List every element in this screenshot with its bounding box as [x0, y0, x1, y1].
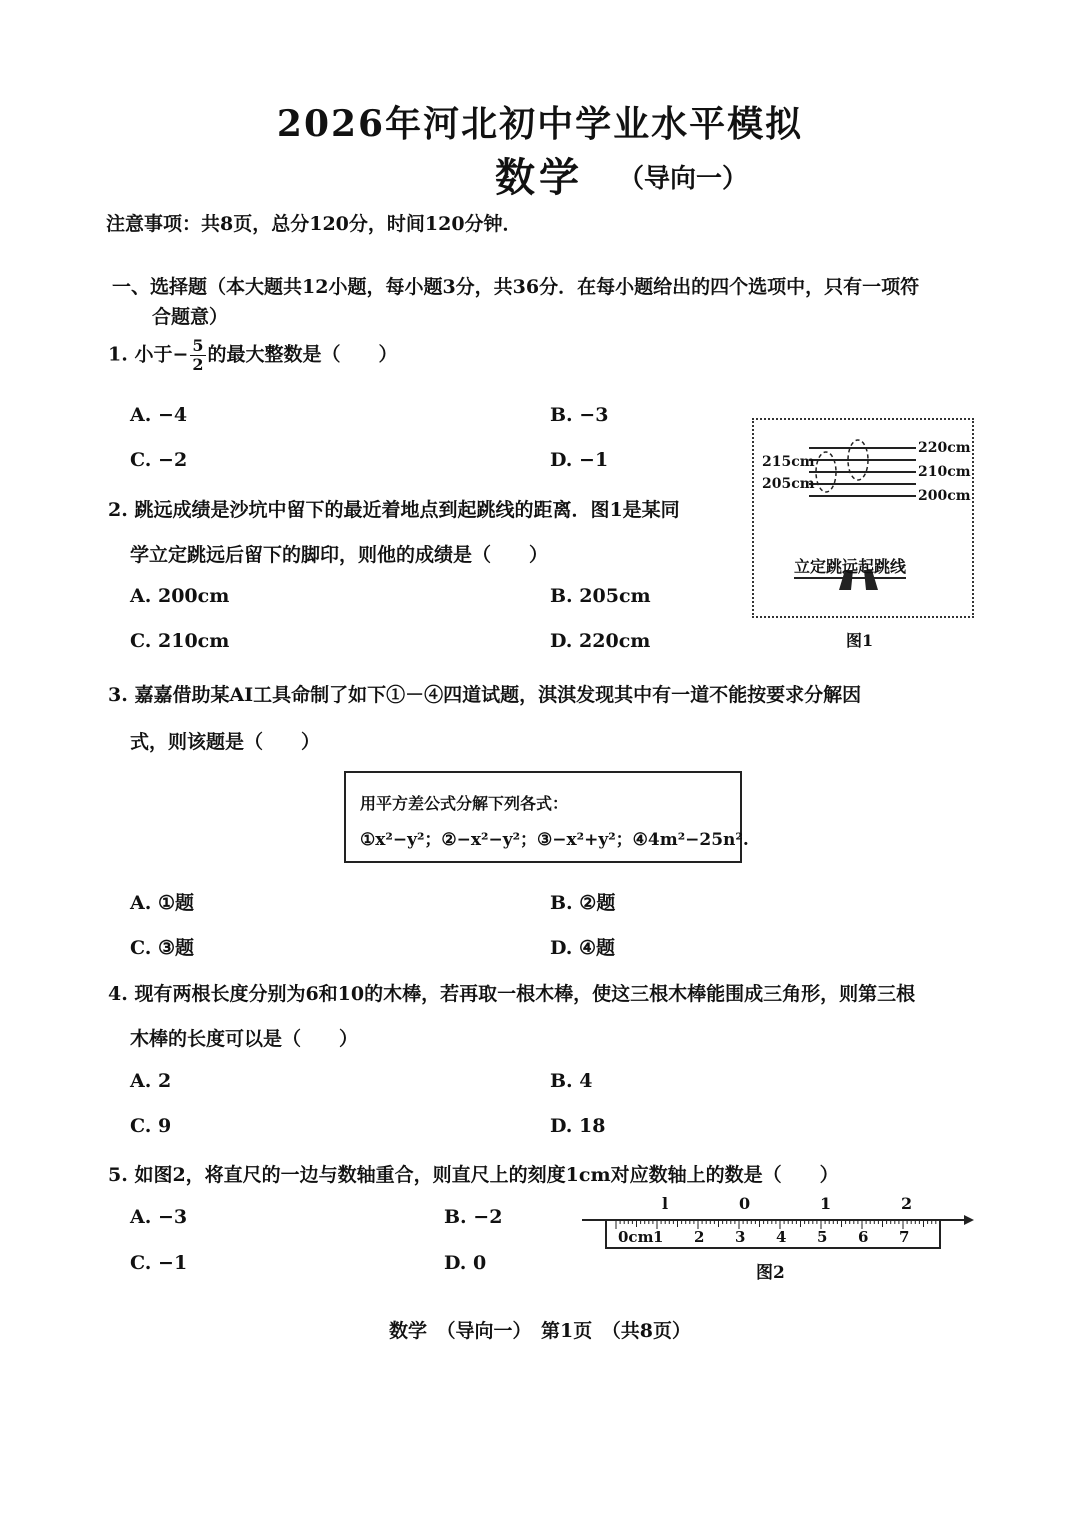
subject-title: 数学 [495, 154, 583, 201]
q1-frac-num: 5 [192, 336, 204, 355]
q1-frac-den: 2 [192, 355, 204, 374]
question-1 [108, 337, 398, 374]
q2-option-c[interactable]: C. 210cm [130, 630, 230, 652]
question-3-line2: 式，则该题是（ ） [130, 731, 321, 753]
q3-option-d[interactable]: D. ④题 [550, 937, 616, 959]
notice: 注意事项：共8页，总分120分，时间120分钟． [106, 213, 522, 235]
axis-label: 2 [901, 1194, 913, 1213]
q3-box-items: ①x²−y²；②−x²−y²；③−x²+y²；④4m²−25n². [360, 830, 749, 850]
q3-problem-box [344, 771, 749, 863]
q2-option-a[interactable]: A. 200cm [130, 585, 230, 607]
section1-heading: 一、选择题（本大题共12小题，每小题3分，共36分．在每小题给出的四个选项中，只有一项符 [112, 276, 920, 298]
axis-label: 1 [820, 1194, 832, 1213]
q4-option-a[interactable]: A. 2 [130, 1070, 172, 1092]
variant-label: （导向一） [618, 164, 749, 194]
figure-1 [752, 418, 974, 618]
q5-option-b[interactable]: B. −2 [444, 1206, 503, 1228]
fig1-label-210: 210cm [918, 464, 971, 480]
fig1-start-line-label: 立定跳远起跳线 [794, 554, 906, 579]
axis-label: 0 [739, 1194, 751, 1213]
question-4-line1: 4. 现有两根长度分别为6和10的木棒，若再取一根木棒，使这三根木棒能围成三角形，则第三根 [108, 983, 916, 1005]
ruler-label: 5 [817, 1228, 828, 1246]
q1-option-a[interactable]: A. −4 [130, 404, 188, 426]
q4-option-b[interactable]: B. 4 [550, 1070, 593, 1092]
q1-suffix: 的最大整数是（ ） [207, 343, 398, 366]
q1-fraction [190, 337, 205, 374]
axis-arrow-icon [964, 1215, 974, 1225]
question-3-line1: 3. 嘉嘉借助某AI工具命制了如下①－④四道试题，淇淇发现其中有一道不能按要求分解因 [108, 684, 862, 706]
q2-option-d[interactable]: D. 220cm [550, 630, 651, 652]
ruler-label: 7 [899, 1228, 910, 1246]
q4-option-d[interactable]: D. 18 [550, 1115, 606, 1137]
figure-2-caption: 图2 [756, 1263, 785, 1283]
ruler-label: 6 [858, 1228, 869, 1246]
ruler-label: 4 [776, 1228, 787, 1246]
page-footer: 数学 （导向一） 第1页 （共8页） [389, 1320, 691, 1342]
q1-option-c[interactable]: C. −2 [130, 449, 188, 471]
q3-option-b[interactable]: B. ②题 [550, 892, 616, 914]
q5-option-c[interactable]: C. −1 [130, 1252, 188, 1274]
q1-option-b[interactable]: B. −3 [550, 404, 609, 426]
q5-option-d[interactable]: D. 0 [444, 1252, 487, 1274]
axis-label: l [662, 1194, 669, 1213]
fig1-label-215: 215cm [762, 454, 815, 470]
section1-heading-cont: 合题意） [152, 306, 229, 328]
figure-1-caption: 图1 [846, 631, 874, 650]
ruler-label: 1 [653, 1228, 664, 1246]
question-4-line2: 木棒的长度可以是（ ） [130, 1028, 359, 1050]
q1-prefix: 1. 小于− [108, 343, 189, 366]
ruler-label: 3 [735, 1228, 746, 1246]
q3-option-a[interactable]: A. ①题 [130, 892, 195, 914]
question-5-line1: 5. 如图2，将直尺的一边与数轴重合，则直尺上的刻度1cm对应数轴上的数是（ ） [108, 1164, 839, 1186]
fig1-label-205: 205cm [762, 476, 815, 492]
q2-option-b[interactable]: B. 205cm [550, 585, 651, 607]
exam-title: 2026年河北初中学业水平模拟 [276, 103, 804, 145]
q4-option-c[interactable]: C. 9 [130, 1115, 172, 1137]
q5-option-a[interactable]: A. −3 [130, 1206, 188, 1228]
q1-option-d[interactable]: D. −1 [550, 449, 609, 471]
fig1-label-220: 220cm [918, 440, 971, 456]
q3-option-c[interactable]: C. ③题 [130, 937, 195, 959]
question-2-line2: 学立定跳远后留下的脚印，则他的成绩是（ ） [130, 544, 549, 566]
fig1-label-200: 200cm [918, 488, 971, 504]
ruler-label: 0cm [618, 1228, 654, 1246]
question-2-line1: 2. 跳远成绩是沙坑中留下的最近着地点到起跳线的距离．图1是某同 [108, 499, 680, 521]
q3-box-title: 用平方差公式分解下列各式： [360, 794, 569, 813]
ruler-label: 2 [694, 1228, 705, 1246]
